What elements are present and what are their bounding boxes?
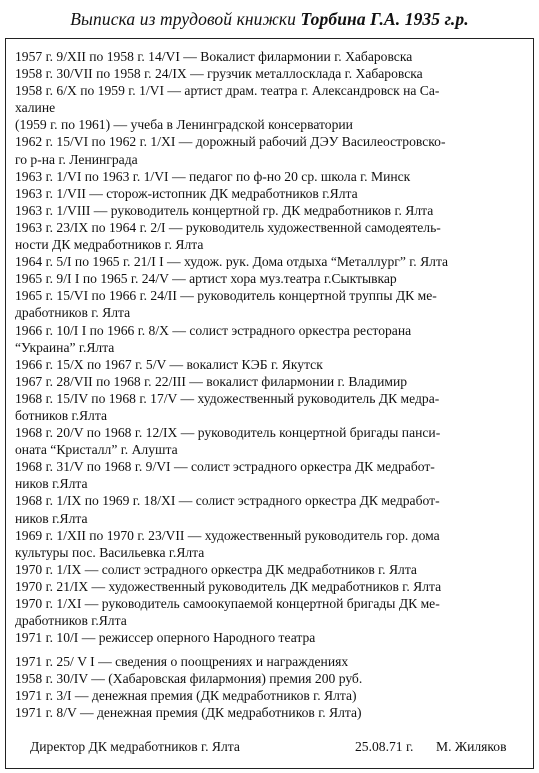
document-title [0,0,539,38]
signer-name: М. Жиляков [436,739,507,754]
employment-record-item [15,82,525,116]
employment-record-item [15,458,525,492]
director-title: Директор ДК медработников г. Ялта [30,739,240,754]
record-line-continuation: оната “Кристалл” г. Алушта [15,442,178,458]
record-line: 1962 г. 15/VI по 1962 г. 1/XI — дорожный рабочий ДЭУ Василеостровско- [15,134,446,150]
record-line-continuation: ников г.Ялта [15,476,88,492]
employment-record-list [15,48,525,646]
record-line: 1966 г. 10/I I по 1966 г. 8/X — солист эстрадного оркестра ресторана [15,322,412,338]
record-line: 1965 г. 9/I I по 1965 г. 24/V — артист хора муз.театра г.Сыктывкар [15,271,397,287]
awards-heading: 1971 г. 25/ V I — сведения о поощрениях и награждениях [15,654,349,669]
record-line: 1970 г. 1/IX — солист эстрадного оркестра ДК медработников г. Ялта [15,561,417,577]
employment-record-item [15,202,525,219]
record-line-continuation: культуры пос. Васильевка г.Ялта [15,544,205,560]
record-line: 1968 г. 20/V по 1968 г. 12/IX — руководитель концертной бригады панси- [15,425,441,441]
record-line-continuation: “Украина” г.Ялта [15,339,115,355]
employment-record-item [15,527,525,561]
record-line: 1965 г. 15/VI по 1966 г. 24/II — руководитель концертной труппы ДК ме- [15,288,437,304]
record-line-continuation: ботников г.Ялта [15,407,107,423]
record-line: 1963 г. 1/VII — сторож-истопник ДК медработников г.Ялта [15,185,358,201]
employment-record-item [15,65,525,82]
title-prefix: Выписка из трудовой книжки [70,9,301,29]
employment-record-item [15,116,525,133]
employment-record-item [15,48,525,65]
record-line: 1967 г. 28/VII по 1968 г. 22/III — вокалист филармонии г. Владимир [15,373,408,389]
record-line: 1970 г. 1/XI — руководитель самоокупаемой концертной бригады ДК ме- [15,596,440,611]
record-line-continuation: го р-на г. Ленинграда [15,151,138,167]
record-line: 1958 г. 6/X по 1959 г. 1/VI — артист драм. театра г. Александровск на Са- [15,83,440,99]
record-line-continuation: ников г.Ялта [15,510,88,526]
employment-record-item [15,219,525,253]
record-line-continuation: халине [15,100,56,116]
award-item: 1971 г. 3/I — денежная премия (ДК медработников г. Ялта) [15,688,357,704]
employment-record-item [15,287,525,321]
record-line: 1964 г. 5/I по 1965 г. 21/I I — худож. рук. Дома отдыха “Металлург” г. Ялта [15,254,449,270]
employment-record-item [15,253,525,270]
record-line: 1968 г. 15/IV по 1968 г. 17/V — художественный руководитель ДК медра- [15,390,440,406]
employment-record-item [15,356,525,373]
record-line: 1969 г. 1/XII по 1970 г. 23/VII — художественный руководитель гор. дома [15,527,440,543]
record-line: 1963 г. 1/VIII — руководитель концертной гр. ДК медработников г. Ялта [15,202,434,218]
awards-list [15,653,525,721]
employment-record-item [15,424,525,458]
employment-record-item [15,595,525,629]
signature-date: 25.08.71 г. [355,739,414,754]
record-line: 1963 г. 1/VI по 1963 г. 1/VI — педагог по ф-но 20 ср. школа г. Минск [15,168,411,184]
record-line: 1963 г. 23/IX по 1964 г. 2/I — руководитель художественной самодеятель- [15,219,441,235]
record-line-continuation: дработников г.Ялта [15,613,127,629]
employment-record-item [15,168,525,185]
record-line: 1966 г. 15/X по 1967 г. 5/V — вокалист КЭБ г. Якутск [15,356,323,372]
employment-record-item [15,390,525,424]
employment-record-item [15,492,525,526]
employment-record-item [15,270,525,287]
employment-record-item [15,322,525,356]
employment-record-item [15,185,525,202]
record-line-continuation: дработников г. Ялта [15,305,131,321]
record-line: 1968 г. 1/IX по 1969 г. 18/XI — солист эстрадного оркестра ДК медработ- [15,493,440,509]
title-name: Торбина Г.А. 1935 г.р. [300,9,469,29]
record-line: 1957 г. 9/XII по 1958 г. 14/VI — Вокалист филармонии г. Хабаровска [15,49,413,64]
record-line: 1971 г. 10/I — режиссер оперного Народного театра [15,630,316,646]
employment-record-item [15,629,525,646]
record-line-continuation: ности ДК медработников г. Ялта [15,237,204,253]
record-line: 1958 г. 30/VII по 1958 г. 24/IX — грузчик металлосклада г. Хабаровска [15,66,423,82]
record-line: 1968 г. 31/V по 1968 г. 9/VI — солист эстрадного оркестра ДК медработ- [15,459,435,475]
award-item: 1958 г. 30/IV — (Хабаровская филармония) премия 200 руб. [15,671,363,687]
record-line: 1970 г. 21/IX — художественный руководитель ДК медработников г. Ялта [15,578,442,594]
employment-record-item [15,373,525,390]
signature-footer [30,738,520,756]
record-line: (1959 г. по 1961) — учеба в Ленинградской консерватории [15,117,353,133]
employment-record-item [15,133,525,167]
award-item: 1971 г. 8/V — денежная премия (ДК медработников г. Ялта) [15,705,362,721]
employment-record-item [15,578,525,595]
employment-record-item [15,561,525,578]
